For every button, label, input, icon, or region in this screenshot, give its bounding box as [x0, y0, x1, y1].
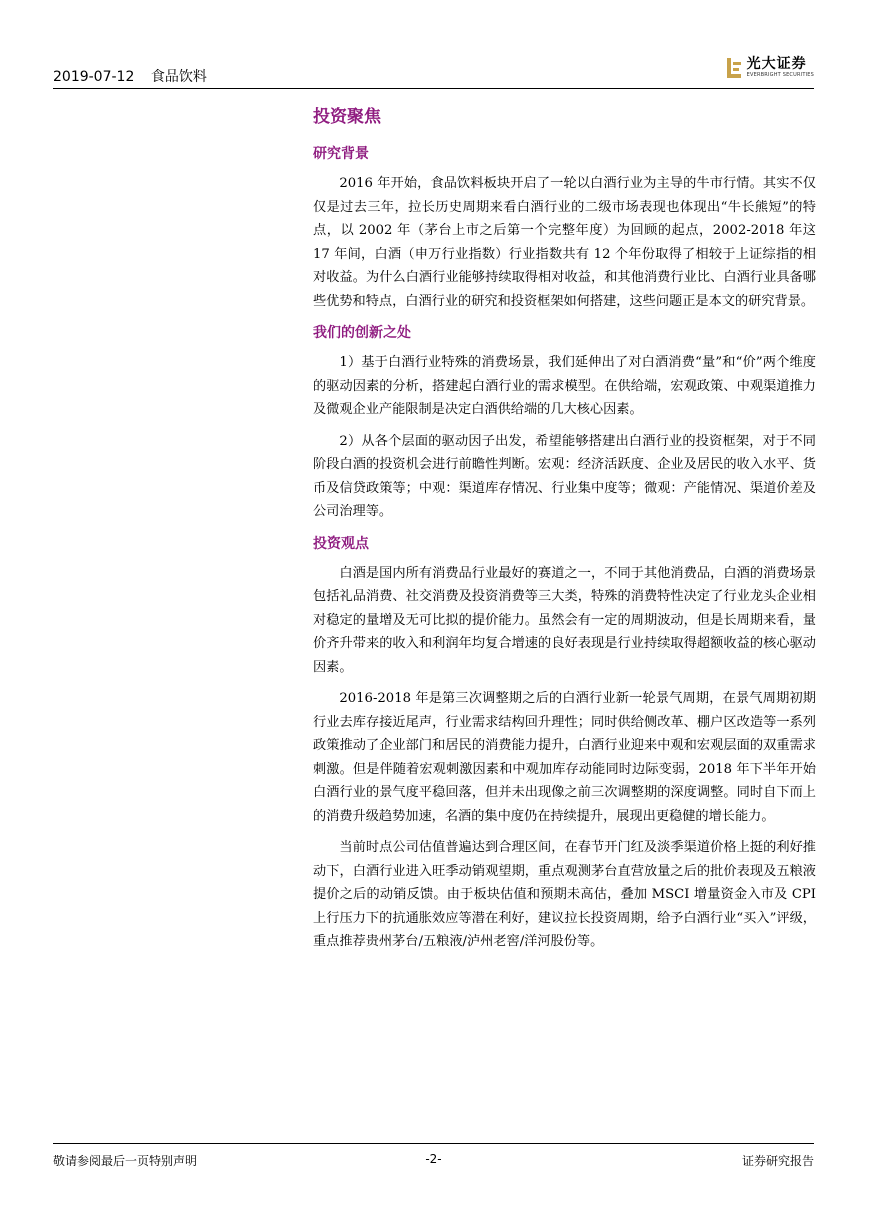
footer-report-type: 证券研究报告	[741, 1154, 814, 1168]
paragraph: 1）基于白酒行业特殊的消费场景，我们延伸出了对白酒消费“量”和“价”两个维度的驱动因素的分析，搭建起白酒行业的需求模型。在供给端，宏观政策、中观渠道推力及微观企业产能限制是决定白酒供给端的几大核心因素。	[313, 355, 816, 417]
header-info	[53, 66, 219, 86]
section-heading-viewpoint: 投资观点	[313, 535, 369, 552]
main-content	[313, 104, 816, 962]
paragraph: 2）从各个层面的驱动因子出发，希望能够搭建出白酒行业的投资框架，对于不同阶段白酒的投资机会进行前瞻性判断。宏观：经济活跃度、企业及居民的收入水平、货币及信贷政策等；中观：渠道库存情况、行业集中度等；微观：产能情况、渠道价差及公司治理等。	[313, 433, 816, 519]
paragraph: 当前时点公司估值普遍达到合理区间，在春节开门红及淡季渠道价格上挺的利好推动下，白酒行业进入旺季动销观望期，重点观测茅台直营放量之后的批价表现及五粮液提价之后的动销反馈。由于板块估值和预期未高估，叠加 MSCI 增量资金入市及 CPI 上行压力下的抗通胀效应等潜在利好，建议拉长投资周期，给予白酒行业“买入”评级，重点推荐贵州茅台/五粮液/泸州老窖/洋河股份等。	[313, 840, 816, 949]
paragraph: 白酒是国内所有消费品行业最好的赛道之一，不同于其他消费品，白酒的消费场景包括礼品消费、社交消费及投资消费等三大类，特殊的消费特性决定了行业龙头企业相对稳定的量增及无可比拟的提价能力。虽然会有一定的周期波动，但是长周期来看，量价齐升带来的收入和利润年均复合增速的良好表现是行业持续取得超额收益的核心驱动因素。	[313, 565, 816, 675]
page-number: -2-	[425, 1152, 442, 1166]
footer-disclaimer: 敬请参阅最后一页特别声明	[53, 1154, 198, 1168]
page-footer	[53, 1143, 814, 1168]
report-date: 2019-07-12	[53, 69, 135, 85]
paragraph: 2016-2018 年是第三次调整期之后的白酒行业新一轮景气周期，在景气周期初期行业去库存接近尾声，行业需求结构回升理性；同时供给侧改革、棚户区改造等一系列政策推动了企业部门和居民的消费能力提升，白酒行业迎来中观和宏观层面的双重需求刺激。但是伴随着宏观刺激因素和中观加库存动能同时边际变弱，2018 年下半年开始白酒行业的景气度平稳回落，但并未出现像之前三次调整期的深度调整。同时自下而上的消费升级趋势加速，名酒的集中度仍在持续提升，展现出更稳健的增长能力。	[313, 691, 816, 824]
section-heading-innovation: 我们的创新之处	[313, 325, 411, 341]
report-sector: 食品饮料	[150, 69, 207, 85]
company-logo	[726, 56, 814, 79]
logo-en: EVERBRIGHT SECURITIES	[746, 72, 814, 78]
paragraph: 2016 年开始，食品饮料板块开启了一轮以白酒行业为主导的牛市行情。其实不仅仅是过去三年，拉长历史周期来看白酒行业的二级市场表现也体现出“牛长熊短”的特点，以 2002 年（茅台上市之后第一个完整年度）为回顾的起点，2002-2018 年这 17 年间，白酒（申万行业指数）行业指数共有 12 个年份取得了相较于上证综指的相对收益。为什么白酒行业能够持续取得相对收益，和其他消费行业比、白酒行业具备哪些优势和特点，白酒行业的研究和投资框架如何搭建，这些问题正是本文的研究背景。	[313, 176, 816, 309]
section-heading-background: 研究背景	[313, 146, 369, 162]
page-header	[53, 52, 814, 89]
logo-cn: 光大证券	[746, 56, 807, 72]
page-title: 投资聚焦	[313, 107, 381, 127]
logo-mark-icon	[726, 57, 742, 79]
